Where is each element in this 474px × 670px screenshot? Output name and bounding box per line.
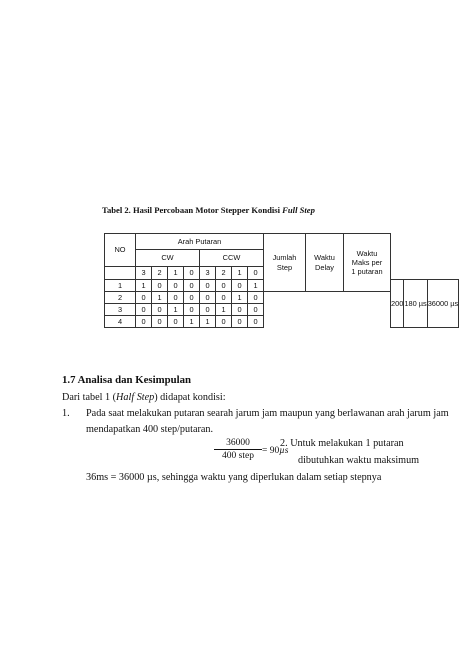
header-jumlah-step-l2: Step (276, 262, 293, 272)
header-jumlah-step-l1: Jumlah (272, 253, 297, 263)
bit-cell: 1 (216, 304, 232, 316)
bit-label: 2 (152, 267, 168, 280)
header-waktu-maks-l1: Waktu (356, 248, 378, 258)
fraction-numerator: 36000 (214, 438, 262, 450)
bit-cell: 0 (168, 316, 184, 328)
bit-cell: 0 (232, 304, 248, 316)
bit-cell: 0 (152, 280, 168, 292)
bit-cell: 0 (136, 292, 152, 304)
header-waktu-maks-l3: 1 putaran (351, 267, 383, 277)
bit-cell: 0 (248, 292, 264, 304)
fraction-result-value: = 90 (262, 446, 280, 456)
header-ccw: CCW (200, 250, 264, 267)
waktu-delay-value: 180 µs (404, 280, 427, 328)
item1-line2: mendapatkan 400 step/putaran. (86, 424, 214, 435)
bit-cell: 0 (168, 292, 184, 304)
row-no: 1 (105, 280, 136, 292)
header-waktu-delay-l1: Waktu (314, 253, 335, 263)
bit-cell: 0 (232, 280, 248, 292)
table-caption (102, 205, 422, 215)
section-title: 1.7 Analisa dan Kesimpulan (62, 374, 192, 386)
bit-cell: 0 (216, 292, 232, 304)
bit-cell: 1 (168, 304, 184, 316)
bit-cell: 0 (136, 304, 152, 316)
results-table (104, 233, 459, 328)
item2-line2: dibutuhkan waktu maksimum (298, 455, 420, 466)
bit-cell: 0 (200, 292, 216, 304)
table-caption-italic: Full Step (282, 205, 315, 215)
bit-cell: 0 (216, 280, 232, 292)
item2-line1: 2. Untuk melakukan 1 putaran (280, 438, 404, 449)
header-jumlah-step (264, 234, 306, 292)
bit-label: 0 (248, 267, 264, 280)
header-cw: CW (136, 250, 200, 267)
header-bit-blank (105, 267, 136, 280)
bit-cell: 0 (184, 304, 200, 316)
header-no: NO (105, 234, 136, 267)
bit-label: 1 (168, 267, 184, 280)
bit-cell: 0 (248, 316, 264, 328)
bit-cell: 0 (216, 316, 232, 328)
bit-label: 3 (200, 267, 216, 280)
bit-cell: 0 (232, 316, 248, 328)
header-waktu-maks (344, 234, 391, 292)
intro-prefix: Dari tabel 1 ( (62, 392, 117, 403)
item1-line1: Pada saat melakukan putaran searah jarum jam maupun yang berlawanan arah jarum jam (86, 408, 449, 419)
bit-label: 2 (216, 267, 232, 280)
header-arah-putaran: Arah Putaran (136, 234, 264, 250)
bit-cell: 1 (232, 292, 248, 304)
table-caption-text: Tabel 2. Hasil Percobaan Motor Stepper Kondisi (102, 205, 283, 215)
header-waktu-maks-l2: Maks per (351, 257, 383, 267)
bit-cell: 0 (184, 280, 200, 292)
row-no: 3 (105, 304, 136, 316)
bit-cell: 1 (152, 292, 168, 304)
bit-cell: 0 (184, 292, 200, 304)
bit-cell: 0 (168, 280, 184, 292)
row-no: 2 (105, 292, 136, 304)
header-waktu-delay (306, 234, 344, 292)
bit-cell: 0 (152, 316, 168, 328)
bit-cell: 1 (248, 280, 264, 292)
fraction-result-unit: µs (279, 446, 289, 456)
header-row-1 (105, 234, 459, 250)
bit-cell: 0 (200, 280, 216, 292)
bit-cell: 1 (200, 316, 216, 328)
header-waktu-delay-l2: Delay (315, 262, 334, 272)
bit-cell: 0 (248, 304, 264, 316)
jumlah-step-value: 200 (391, 280, 404, 328)
item2-line3: 36ms = 36000 µs, sehingga waktu yang diperlukan dalam setiap stepnya (86, 472, 382, 483)
intro-suffix: ) didapat kondisi: (154, 392, 226, 403)
intro-paragraph (62, 392, 226, 403)
bit-cell: 0 (200, 304, 216, 316)
bit-cell: 1 (184, 316, 200, 328)
intro-italic: Half Step (116, 392, 155, 403)
bit-cell: 0 (136, 316, 152, 328)
bit-label: 1 (232, 267, 248, 280)
bit-label: 0 (184, 267, 200, 280)
row-no: 4 (105, 316, 136, 328)
bit-label: 3 (136, 267, 152, 280)
bit-cell: 1 (136, 280, 152, 292)
item1-number: 1. (62, 408, 70, 419)
fraction-formula (214, 438, 262, 461)
fraction-denominator: 400 step (222, 451, 254, 461)
bit-cell: 0 (152, 304, 168, 316)
waktu-maks-value: 36000 µs (427, 280, 459, 328)
